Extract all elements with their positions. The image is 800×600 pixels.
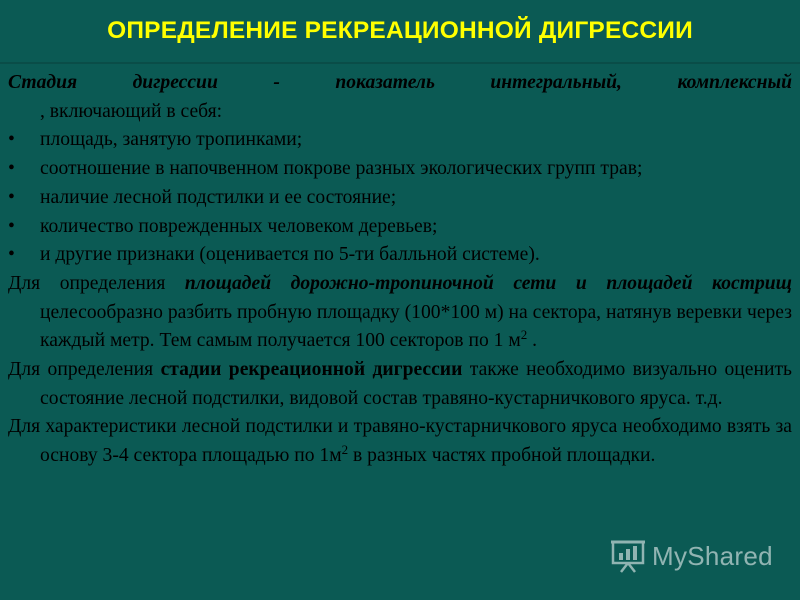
intro-paragraph [8,69,792,126]
intro-lead-text: Стадия дигрессии - показатель интегральный, комплексный [8,72,792,93]
bullet-item [8,184,792,213]
bullet-text: соотношение в напочвенном покрове разных экологических групп трав; [40,158,643,180]
p2-start: Для определения [8,359,161,381]
title-band [0,0,800,64]
p2-emphasis: стадии рекреационной дигрессии [160,359,463,381]
p1-end: . [527,330,538,352]
bullet-item [8,126,792,155]
p1-start: Для определения [8,272,185,294]
p1-superscript: 2 [520,327,528,343]
p2-end: также необходимо визуально оценить состояние лесной подстилки, видовой состав травяно-кустарничкового яруса. т.д. [40,359,792,409]
bullet-dot: • [8,244,15,266]
bullet-text: и другие признаки (оценивается по 5-ти балльной системе). [40,244,540,266]
p1-middle: целесообразно разбить пробную площадку (100*100 м) на сектора, натянув веревки через каждый метр. Тем самым получается 100 секторов по 1 м [40,301,792,352]
bullet-dot: • [8,129,15,151]
bullet-item [8,155,792,184]
slide-title: ОПРЕДЕЛЕНИЕ РЕКРЕАЦИОННОЙ ДИГРЕССИИ [107,17,693,44]
bullet-dot: • [8,186,15,208]
p1-emphasis: площадей дорожно-тропиночной сети и площадей кострищ [184,272,792,294]
bullet-item [8,213,792,242]
p3-start: Для характеристики лесной подстилки и травяно-кустарничкового яруса необходимо взять за основу 3-4 сектора площадью по 1м [8,416,792,467]
slide-body [8,69,792,471]
bullet-dot: • [8,215,15,237]
presentation-chart-icon [610,538,646,574]
bullet-text: наличие лесной подстилки и ее состояние; [40,186,397,208]
bullet-text: количество поврежденных человеком деревьев; [40,215,438,237]
watermark [610,536,773,576]
p3-end: в разных частях пробной площадки. [348,445,656,467]
bullet-dot: • [8,158,15,180]
watermark-text: MyShared [652,540,773,571]
p3-superscript: 2 [341,442,349,458]
paragraph-litter-characteristics [8,413,792,470]
paragraph-digression-stage [8,356,792,413]
intro-lead [8,69,792,98]
bullet-text: площадь, занятую тропинками; [40,129,303,151]
intro-rest: , включающий в себя: [40,100,223,122]
paragraph-sector-method [8,270,792,356]
bullet-item [8,241,792,270]
